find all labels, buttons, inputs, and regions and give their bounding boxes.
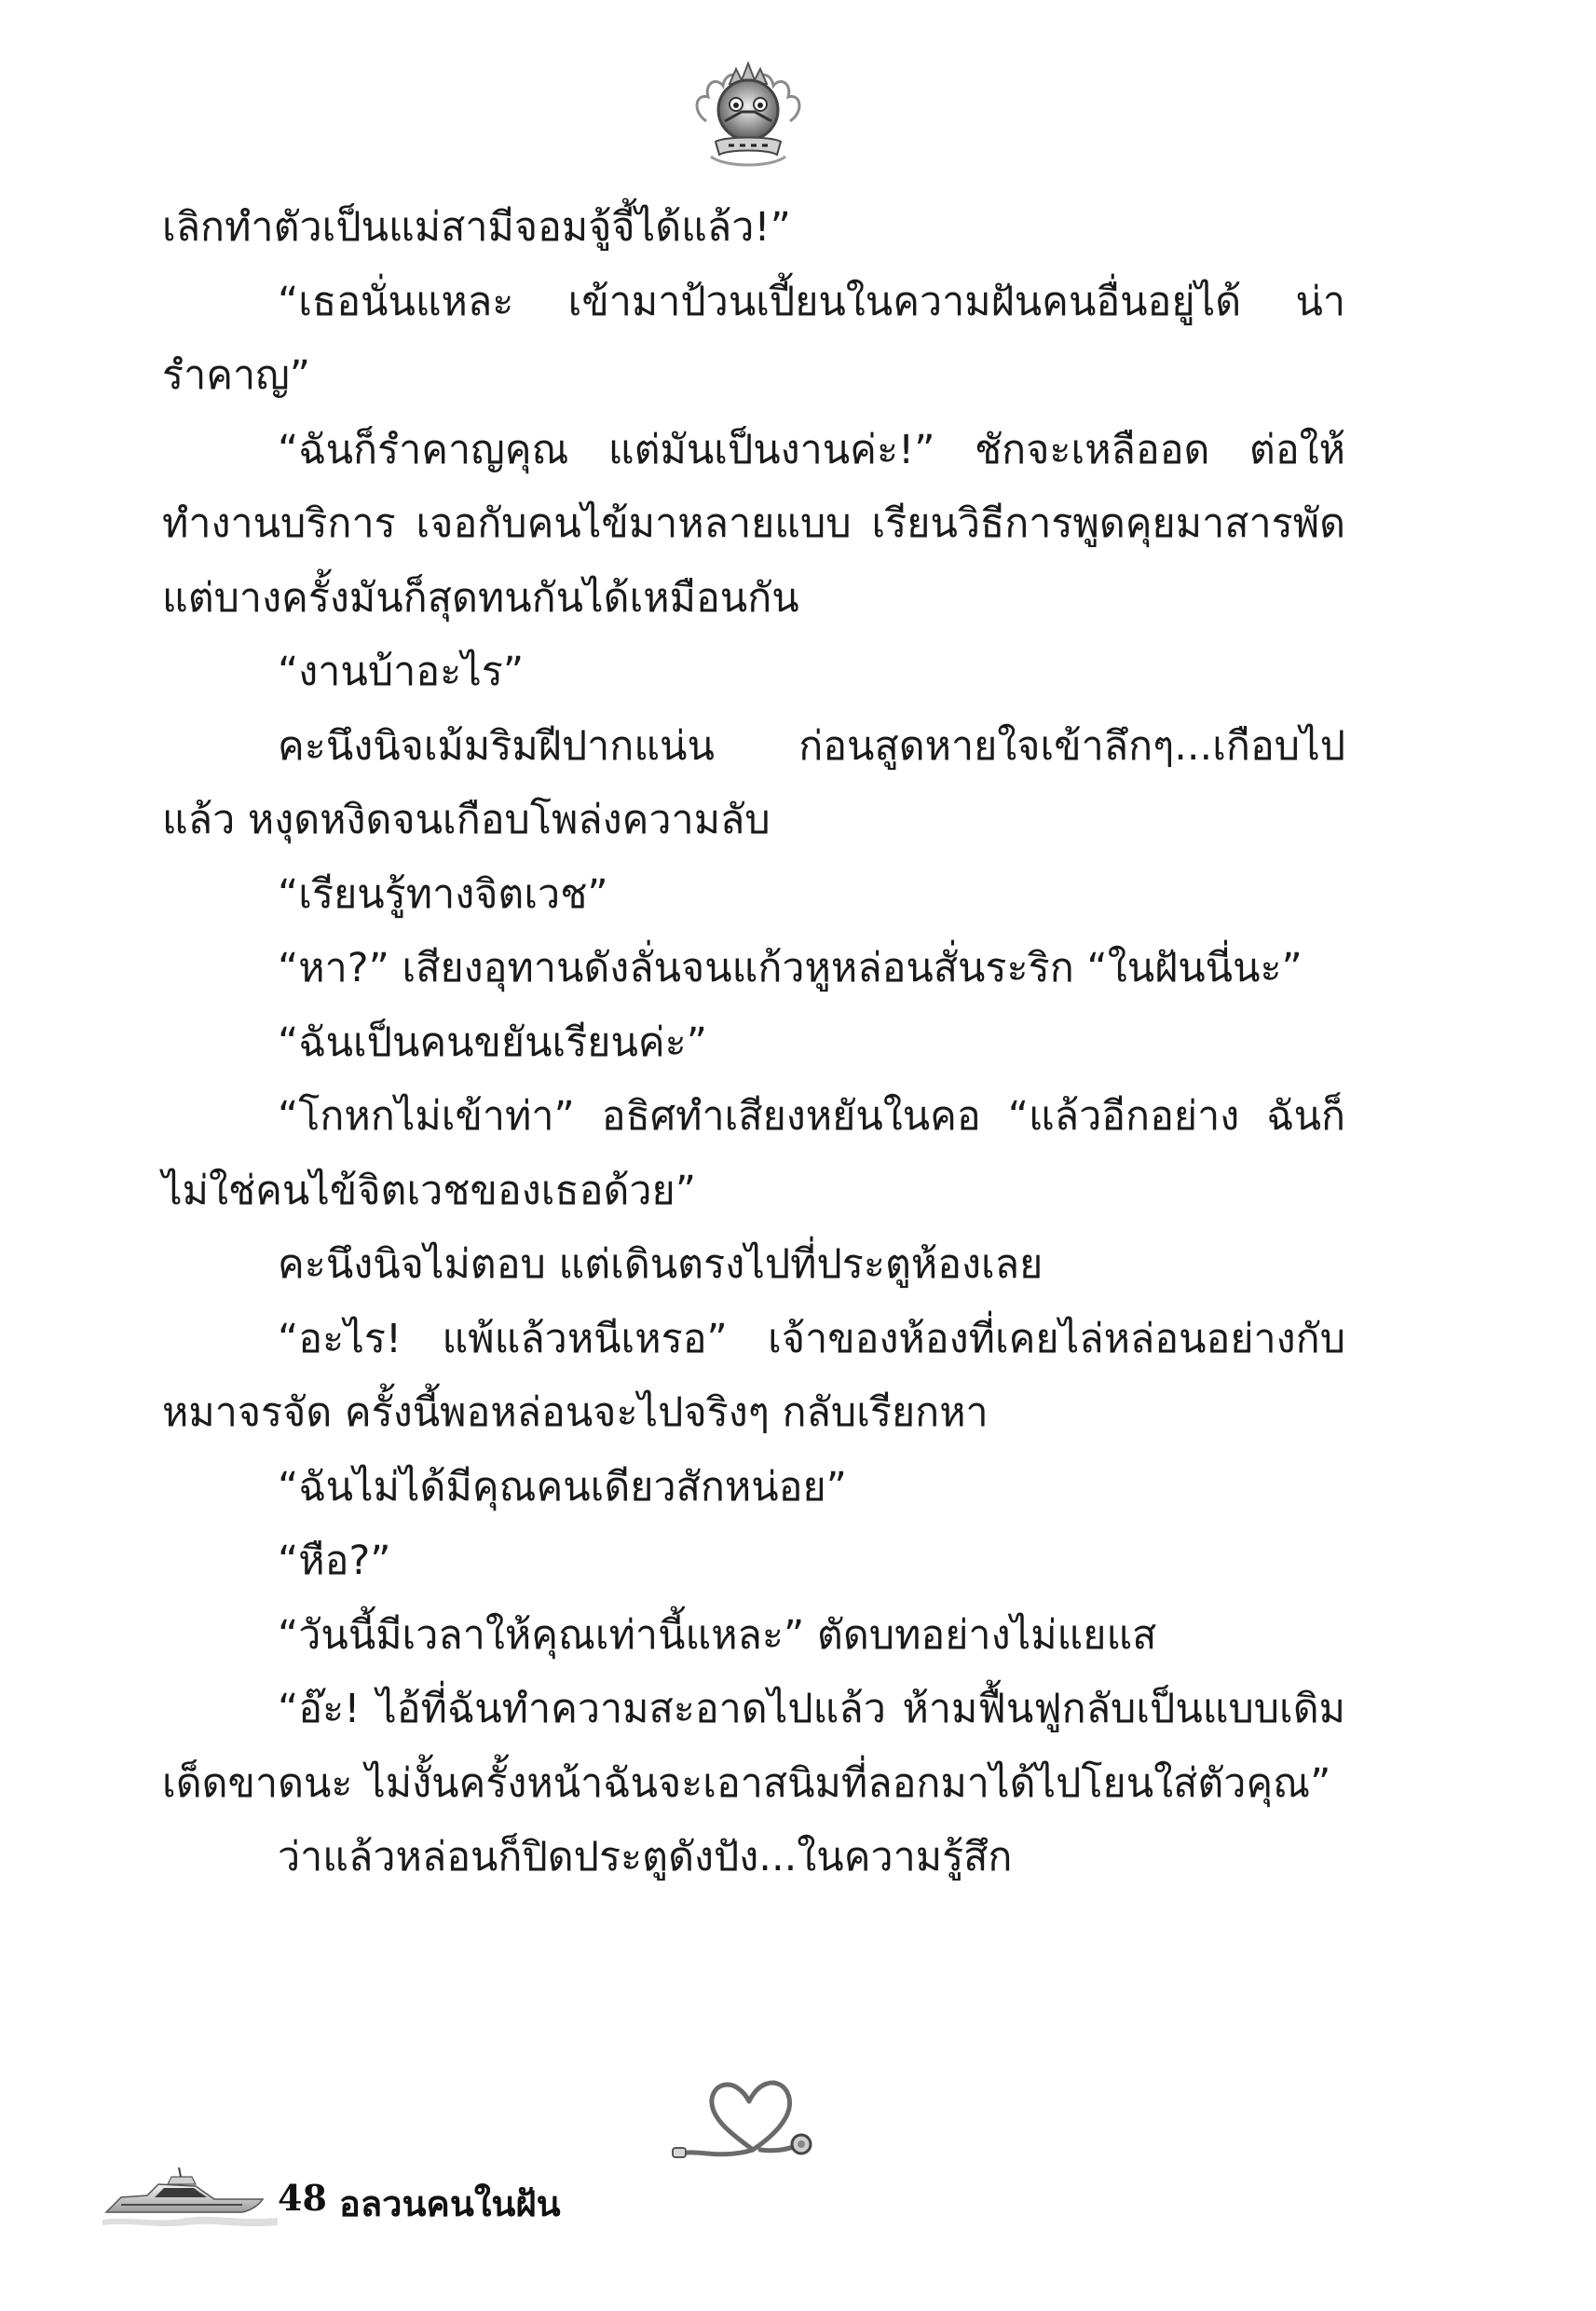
paragraph: คะนึงนิจเม้มริมฝีปากแน่น ก่อนสูดหายใจเข้าลึกๆ...เกือบไปแล้ว หงุดหงิดจนเกือบโพล่งความลับ	[162, 722, 1345, 843]
paragraph: “เธอนั่นแหละ เข้ามาป้วนเปี้ยนในความฝันคนอื่นอยู่ได้ น่ารำคาญ”	[162, 278, 1345, 399]
paragraph: “งานบ้าอะไร”	[278, 649, 525, 695]
paragraph: คะนึงนิจไม่ตอบ แต่เดินตรงไปที่ประตูห้องเลย	[278, 1241, 1044, 1288]
paragraph: “ฉันไม่ได้มีคุณคนเดียวสักหน่อย”	[278, 1463, 847, 1511]
body-text	[162, 191, 1345, 1895]
paragraph: “เรียนรู้ทางจิตเวช”	[278, 870, 608, 918]
paragraph: “หือ?”	[278, 1538, 391, 1584]
book-title: อลวนคนในฝัน	[339, 2183, 561, 2224]
paragraph: เลิกทำตัวเป็นแม่สามีจอมจู้จี้ได้แล้ว!”	[162, 204, 791, 251]
paragraph: ว่าแล้วหล่อนก็ปิดประตูดังปัง...ในความรู้สึก	[278, 1834, 1013, 1880]
publisher-crest-icon	[688, 56, 809, 172]
page-footer	[102, 2164, 755, 2238]
paragraph: “อ๊ะ! ไอ้ที่ฉันทำความสะอาดไปแล้ว ห้ามฟื้นฟูกลับเป็นแบบเดิมเด็ดขาดนะ ไม่งั้นครั้งหน้าฉันจะเอาสนิมที่ลอกมาได้ไปโยนใส่ตัวคุณ”	[162, 1686, 1345, 1807]
yacht-icon	[102, 2164, 280, 2234]
stethoscope-heart-icon	[671, 2064, 829, 2167]
paragraph: “โกหกไม่เข้าท่า” อธิศทำเสียงหยันในคอ “แล้วอีกอย่าง ฉันก็ไม่ใช่คนไข้จิตเวชของเธอด้วย”	[162, 1093, 1345, 1214]
paragraph: “อะไร! แพ้แล้วหนีเหรอ” เจ้าของห้องที่เคยไล่หล่อนอย่างกับหมาจรจัด ครั้งนี้พอหล่อนจะไปจริงๆ กลับเรียกหา	[162, 1315, 1345, 1436]
paragraph: “หา?” เสียงอุทานดังลั่นจนแก้วหูหล่อนสั่นระริก “ในฝันนี่นะ”	[278, 945, 1303, 991]
page-number: 48	[278, 2177, 327, 2219]
paragraph: “วันนี้มีเวลาให้คุณเท่านี้แหละ” ตัดบทอย่างไม่แยแส	[278, 1611, 1157, 1659]
paragraph: “ฉันเป็นคนขยันเรียนค่ะ”	[278, 1019, 708, 1066]
paragraph: “ฉันก็รำคาญคุณ แต่มันเป็นงานค่ะ!” ชักจะเหลืออด ต่อให้ทำงานบริการ เจอกับคนไข้มาหลายแบบ เรียนวิธีการพูดคุยมาสารพัด แต่บางครั้งมันก็สุดทนกันได้เหมือนกัน	[162, 426, 1345, 622]
